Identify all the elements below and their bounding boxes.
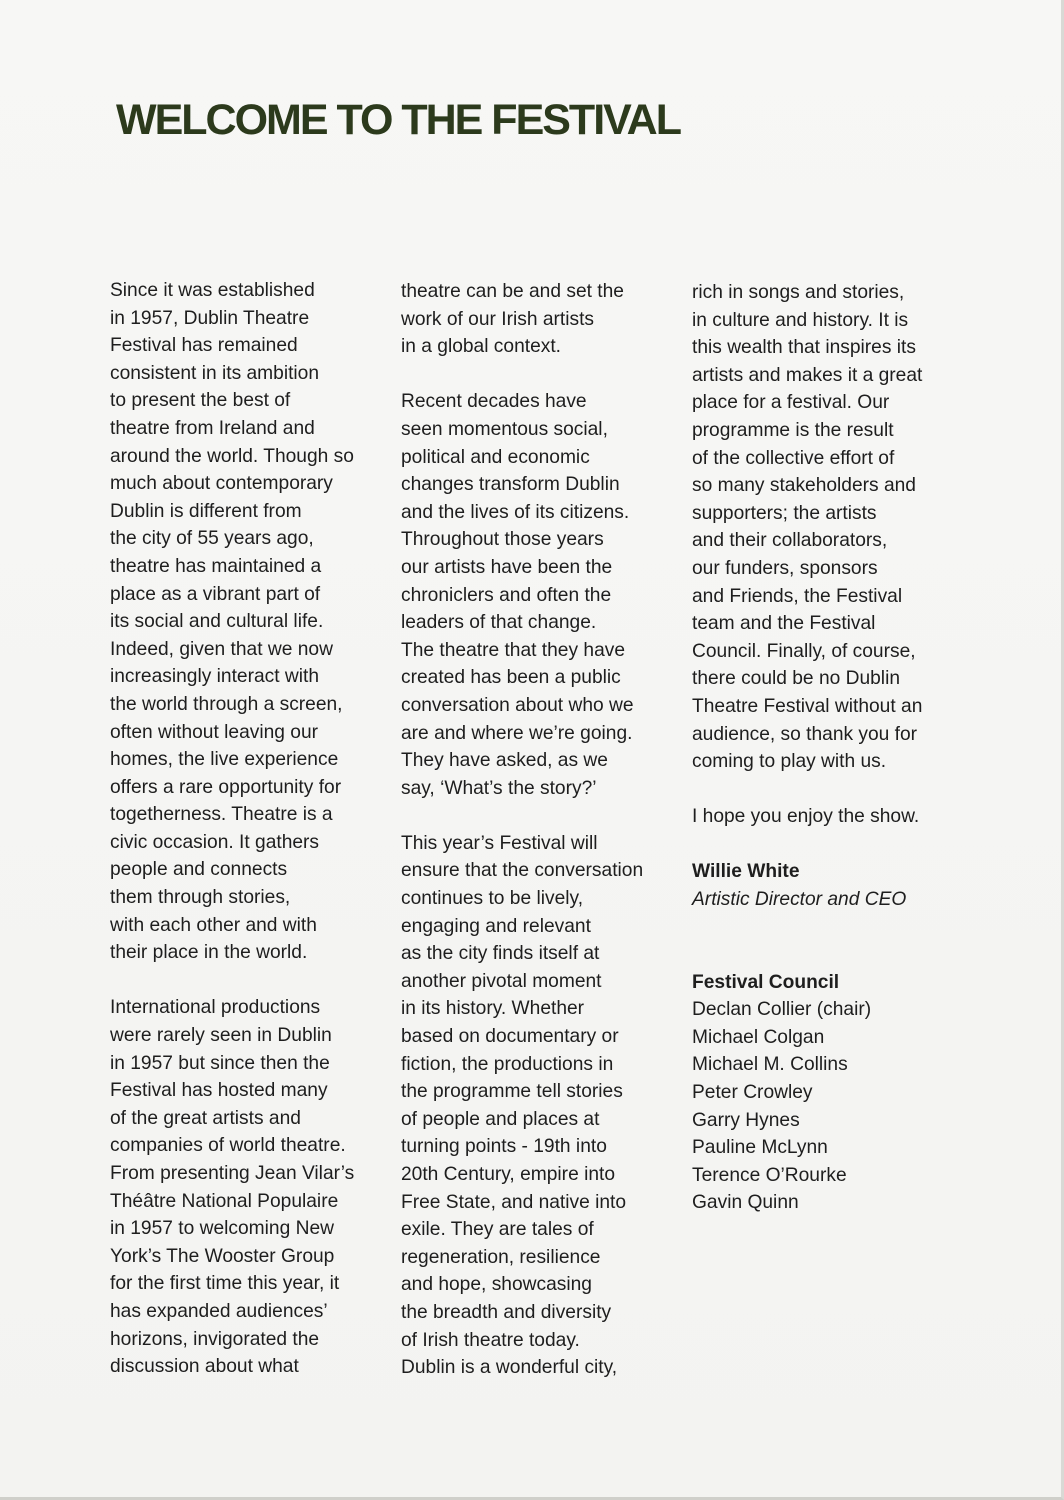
paragraph: theatre can be and set the work of our Irish artists in a global context. [401,281,624,358]
signature-block [692,858,954,913]
council-member: Gavin Quinn [692,1192,799,1214]
page-title: WELCOME TO THE FESTIVAL [116,96,680,144]
council-member: Michael Colgan [692,1026,825,1048]
text-column-3 [692,279,954,1217]
paragraph: rich in songs and stories, in culture and history. It is this wealth that inspires its artists and makes it a great place for a festival. Our programme is the result of the collective effort of so many stakeholders and supporters; the artists and their collaborators, our funders, sponsors and Friends, the Festival team and the Festival Council. Finally, of course, there could be no Dublin Theatre Festival without an audience, so thank you for coming to play with us. [692,282,923,773]
council-heading: Festival Council [692,971,840,993]
text-column-2 [401,278,676,1409]
paragraph: Since it was established in 1957, Dublin Theatre Festival has remained consistent in its ambition to present the best of theatre from Ireland and around the world. Though so much about contemporary Dublin is different from the city of 55 years ago, theatre has maintained a place as a vibrant part of its social and cultural life. Indeed, given that we now increasingly interact with the world through a screen, often without leaving our homes, the live experience offers a rare opportunity for togetherness. Theatre is a civic occasion. It gathers people and connects them through stories, with each other and with their place in the world. [110,280,354,964]
festival-council [692,969,954,1217]
council-member: Garry Hynes [692,1109,800,1131]
council-member: Pauline McLynn [692,1137,828,1159]
council-member: Peter Crowley [692,1082,813,1104]
paragraph: International productions were rarely seen in Dublin in 1957 but since then the Festival has hosted many of the great artists and companies of world theatre. From presenting Jean Vilar’s Théâtre National Populaire in 1957 to welcoming New York’s The Wooster Group for the first time this year, it has expanded audiences’ horizons, invigorated the discussion about what [110,997,355,1378]
text-column-1 [110,277,385,1408]
signature-role: Artistic Director and CEO [692,889,907,911]
paragraph: Recent decades have seen momentous social, political and economic changes transform Dublin and the lives of its citizens. Throughout those years our artists have been the chroniclers and often the leaders of that change. The theatre that they have created has been a public conversation about who we are and where we’re going. They have asked, as we say, ‘What’s the story?’ [401,391,634,799]
council-member-list [692,996,954,1217]
closing-line: I hope you enjoy the show. [692,806,920,828]
signature-name: Willie White [692,861,800,883]
council-member: Michael M. Collins [692,1054,848,1076]
paragraph: This year’s Festival will ensure that the conversation continues to be lively, engaging and relevant as the city finds itself at another pivotal moment in its history. Whether based on documentary or fiction, the productions in the programme tell stories of people and places at turning points - 19th into 20th Century, empire into Free State, and native into exile. They are tales of regeneration, resilience and hope, showcasing the breadth and diversity of Irish theatre today. Dublin is a wonderful city, [401,832,644,1379]
council-member: Terence O’Rourke [692,1164,847,1186]
council-member: Declan Collier (chair) [692,999,872,1021]
